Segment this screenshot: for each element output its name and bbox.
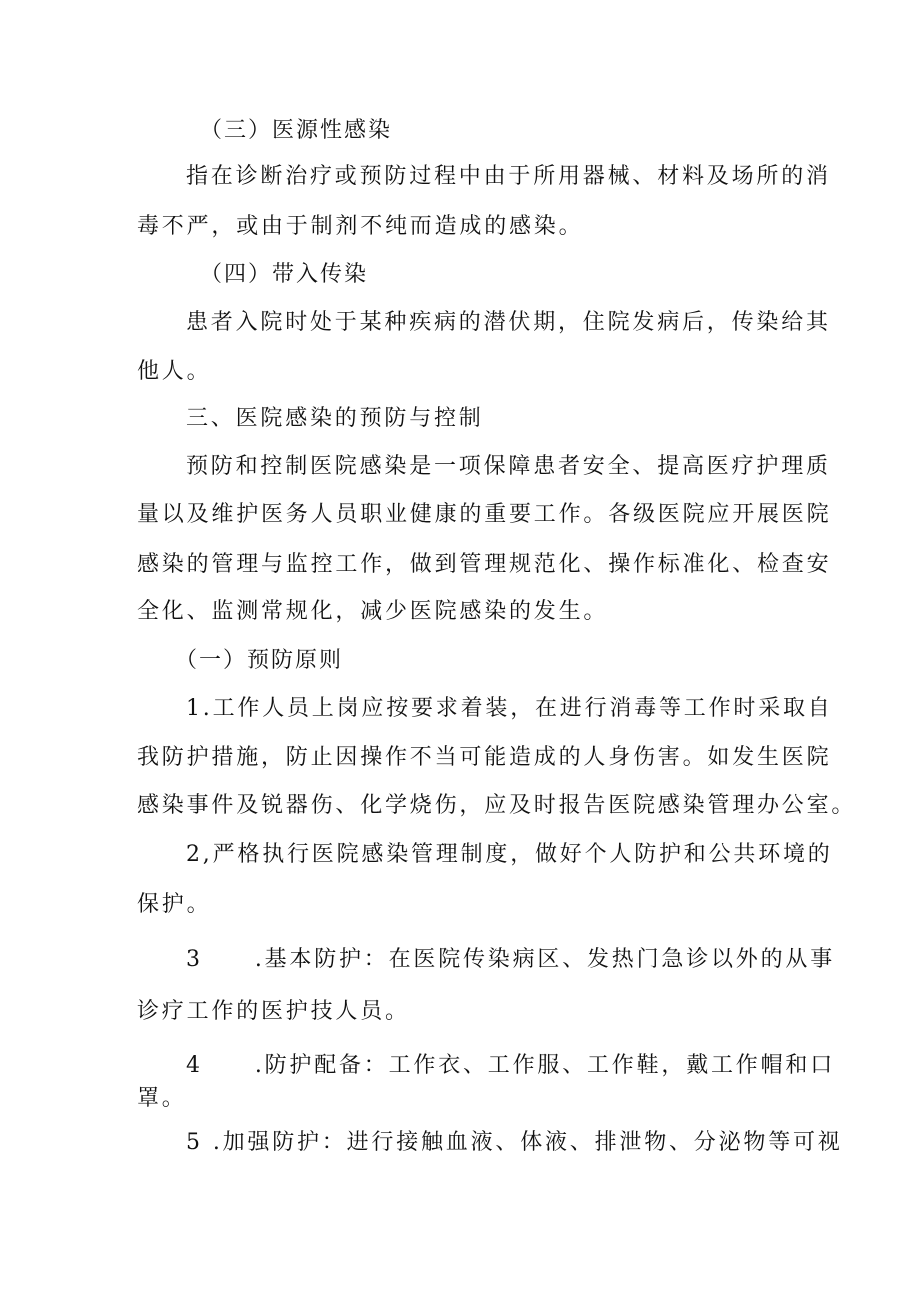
item-5-text: .加强防护：进行接触血液、体液、排泄物、分泌物等可视	[212, 1130, 843, 1155]
part-3-line-3: 感染的管理与监控工作，做到管理规范化、操作标准化、检查安	[137, 552, 832, 577]
part-3-line-2: 量以及维护医务人员职业健康的重要工作。各级医院应开展医院	[137, 502, 832, 527]
item-1-line-2: 我防护措施，防止因操作不当可能造成的人身伤害。如发生医院	[137, 745, 832, 770]
part-3-line-4: 全化、监测常规化，减少医院感染的发生。	[137, 599, 609, 624]
item-4-text: .防护配备：工作衣、工作服、工作鞋，戴工作帽和口	[254, 1053, 836, 1078]
item-4-line-2: 罩。	[137, 1086, 187, 1111]
item-3-text: .基本防护：在医院传染病区、发热门急诊以外的从事	[254, 947, 836, 972]
section-3-line-1: 指在诊断治疗或预防过程中由于所用器械、材料及场所的消	[186, 164, 831, 189]
item-2-line-1: 2,严格执行医院感染管理制度，做好个人防护和公共环境的	[186, 842, 833, 867]
item-5-number: 5	[186, 1130, 203, 1155]
section-4-line-2: 他人。	[137, 359, 212, 384]
item-5-line-1	[186, 1128, 843, 1158]
item-1-line-3: 感染事件及锐器伤、化学烧伤，应及时报告医院感染管理办公室。	[137, 793, 857, 818]
item-4-number: 4	[186, 1053, 203, 1078]
item-1-line-1: 1.工作人员上岗应按要求着装，在进行消毒等工作时采取自	[186, 696, 833, 721]
item-3-number: 3	[186, 947, 203, 972]
principles-heading: （一）预防原则	[175, 648, 344, 673]
section-3-line-2: 毒不严，或由于制剂不纯而造成的感染。	[137, 214, 584, 239]
section-heading-3: （三）医源性感染	[200, 118, 393, 143]
section-heading-4: （四）带入传染	[200, 262, 369, 287]
item-4-line-1	[186, 1051, 835, 1081]
item-3-line-1	[186, 945, 835, 975]
part-3-line-1: 预防和控制医院感染是一项保障患者安全、提高医疗护理质	[186, 454, 831, 479]
section-4-line-1: 患者入院时处于某种疾病的潜伏期，住院发病后，传染给其	[186, 310, 831, 335]
item-3-line-2: 诊疗工作的医护技人员。	[137, 999, 410, 1024]
item-2-line-2: 保护。	[137, 892, 212, 917]
part-heading-3: 三、医院感染的预防与控制	[186, 406, 484, 431]
